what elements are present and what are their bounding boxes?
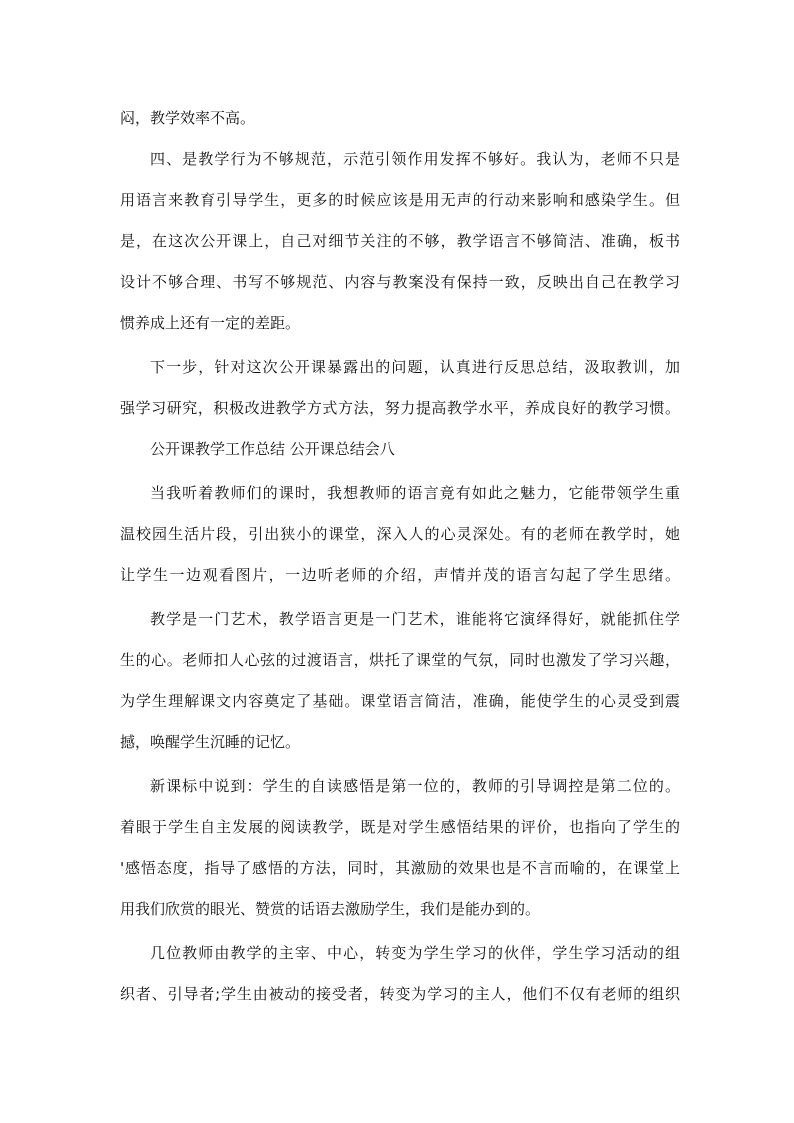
paragraph-teacher-language-line: 当我听着教师们的课时，我想教师的语言竟有如此之魅力，它能带领学生重 — [150, 484, 680, 502]
paragraph-teacher-language-line: 温校园生活片段，引出狭小的课堂，深入人的心灵深处。有的老师在教学时，她 — [120, 525, 680, 543]
paragraph-point-four-line: 用语言来教育引导学生，更多的时候应该是用无声的行动来影响和感染学生。但 — [120, 191, 680, 209]
paragraph-teacher-role-line: 织者、引导者;学生由被动的接受者，转变为学习的主人，他们不仅有老师的组织 — [120, 985, 680, 1003]
paragraph-point-four-line: 四、是教学行为不够规范，示范引领作用发挥不够好。我认为，老师不只是 — [150, 150, 680, 168]
paragraph-teacher-role-line: 几位教师由教学的主宰、中心，转变为学生学习的伙伴，学生学习活动的组 — [150, 944, 680, 962]
paragraph-next-step-line: 强学习研究，积极改进教学方式方法，努力提高教学水平，养成良好的教学习惯。 — [120, 399, 680, 417]
paragraph-teacher-language-line: 让学生一边观看图片，一边听老师的介绍，声情并茂的语言勾起了学生思绪。 — [120, 566, 680, 584]
paragraph-curriculum-standard-line: 新课标中说到：学生的自读感悟是第一位的，教师的引导调控是第二位的。 — [150, 777, 680, 795]
paragraph-art-of-teaching-line: 撼，唤醒学生沉睡的记忆。 — [120, 733, 301, 751]
paragraph-continuation-line: 闷，教学效率不高。 — [120, 109, 256, 127]
section-heading: 公开课教学工作总结 公开课总结会八 — [150, 440, 395, 458]
paragraph-curriculum-standard-line: 用我们欣赏的眼光、赞赏的话语去激励学生，我们是能办到的。 — [120, 900, 541, 918]
paragraph-point-four-line: 惯养成上还有一定的差距。 — [120, 314, 301, 332]
paragraph-art-of-teaching-line: 生的心。老师扣人心弦的过渡语言，烘托了课堂的气氛，同时也激发了学习兴趣， — [120, 651, 680, 669]
paragraph-next-step-line: 下一步，针对这次公开课暴露出的问题，认真进行反思总结，汲取教训，加 — [150, 358, 680, 376]
paragraph-curriculum-standard-line: 着眼于学生自主发展的阅读教学，既是对学生感悟结果的评价，也指向了学生的 — [120, 818, 680, 836]
paragraph-point-four-line: 是，在这次公开课上，自己对细节关注的不够，教学语言不够简洁、准确，板书 — [120, 232, 680, 250]
paragraph-curriculum-standard-line: '感悟态度，指导了感悟的方法，同时，其激励的效果也是不言而喻的，在课堂上 — [120, 859, 680, 877]
paragraph-art-of-teaching-line: 教学是一门艺术，教学语言更是一门艺术，谁能将它演绎得好，就能抓住学 — [150, 610, 680, 628]
paragraph-art-of-teaching-line: 为学生理解课文内容奠定了基础。课堂语言简洁，准确，能使学生的心灵受到震 — [120, 692, 680, 710]
paragraph-point-four-line: 设计不够合理、书写不够规范、内容与教案没有保持一致，反映出自己在教学习 — [120, 273, 680, 291]
